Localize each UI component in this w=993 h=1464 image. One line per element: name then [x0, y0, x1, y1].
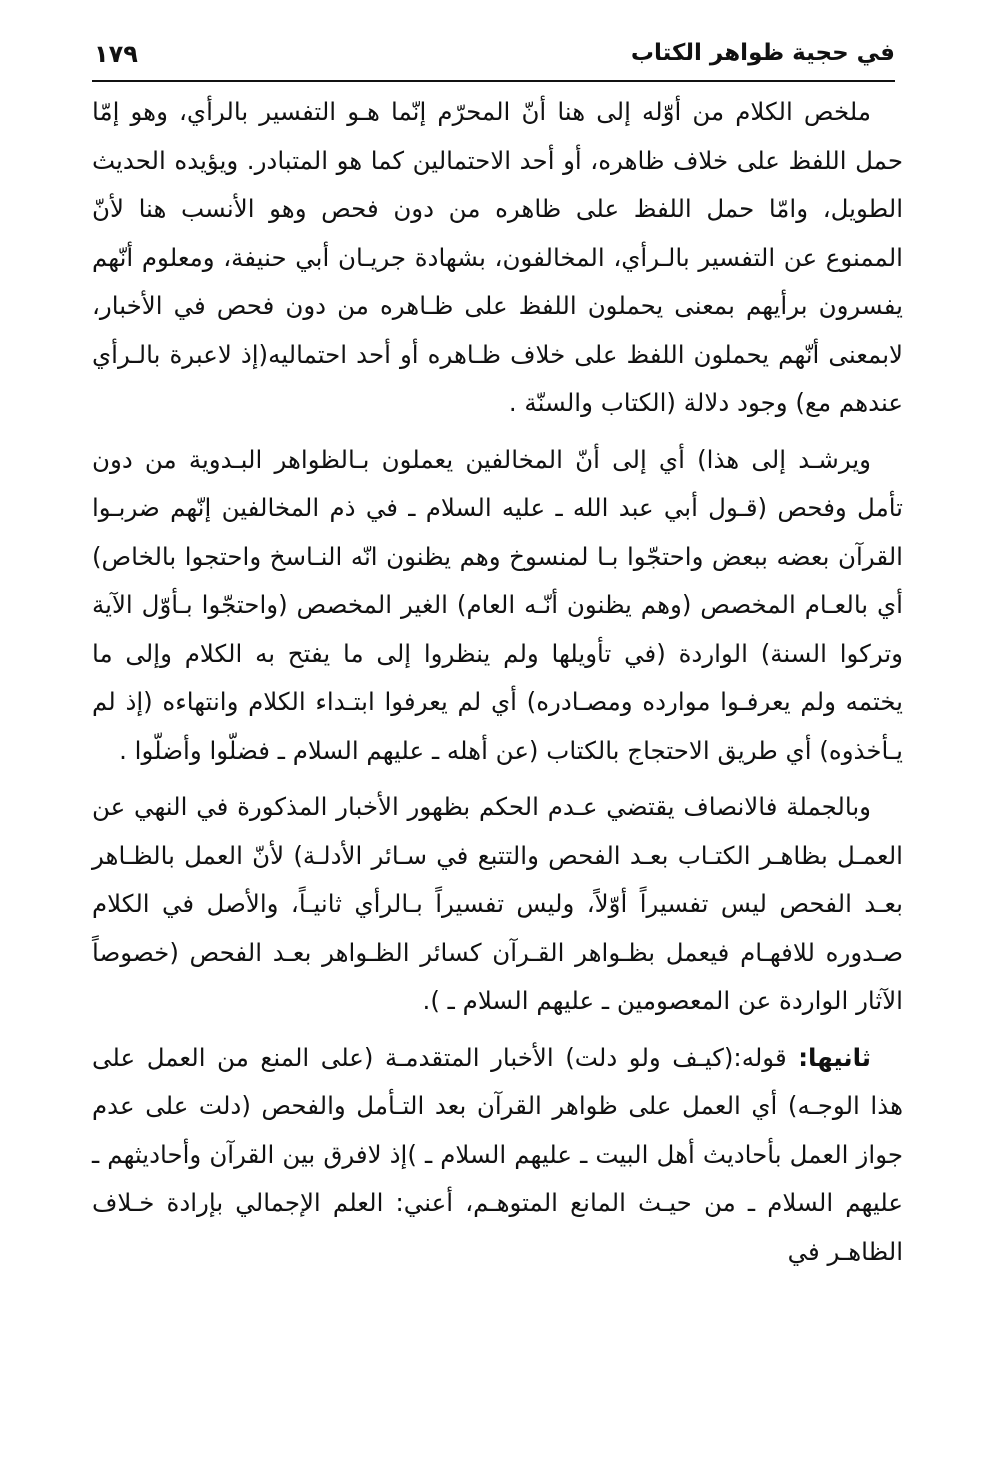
paragraph: [92, 1034, 903, 1277]
paragraph: ملخص الكلام من أوّله إلى هنا أنّ المحرّم إنّما هـو التفسير بالرأي، وهو إمّا حمل اللفظ على خلاف ظاهره، أو أحد الاحتمالين كما هو المتبادر. ويؤيده الحديث الطويل، وامّا حمل اللفظ على ظاهره من دون فحص وهو الأنسب هنا لأنّ الممنوع عن التفسير بالـرأي، المخالفون، بشهادة جريـان أبي حنيفة، ومعلوم أنّهم يفسرون برأيهم بمعنى يحملون اللفظ على ظـاهره من دون فحص في الأخبار، لابمعنى أنّهم يحملون اللفظ على خلاف ظـاهره أو أحد احتماليه(إذ لاعبرة بالـرأي عندهم مع) وجود دلالة (الكتاب والسنّة .: [92, 97, 903, 417]
paragraph-lead: ثانيها:: [798, 1042, 871, 1072]
paragraph-text: قوله:(كيـف ولو دلت) الأخبار المتقدمـة (على المنع من العمل على هذا الوجـه) أي العمل على ظواهر القرآن بعد التـأمل والفحص (دلت على عدم جواز العمل بأحاديث أهل البيت ـ عليهم السلام ـ )إذ لافرق بين القرآن وأحاديثهم ـ عليهم السلام ـ من حيـث المانع المتوهـم، أعني: العلم الإجمالي بإرادة خـلاف الظاهـر في: [92, 1042, 903, 1266]
page-number: ١٧٩: [94, 40, 138, 68]
paragraph: وبالجملة فالانصاف يقتضي عـدم الحكم بظهور الأخبار المذكورة في النهي عن العمـل بظاهـر الكتـاب بعـد الفحص والتتبع في سـائر الأدلـة) لأنّ العمل بالظـاهر بعـد الفحص ليس تفسيراً أوّلاً، وليس تفسيراً بـالرأي ثانيـاً، والأصل في الكلام صـدوره للافهـام فيعمل بظـواهر القـرآن كسائر الظـواهر بعـد الفحص (خصوصاً الآثار الواردة عن المعصومين ـ عليهم السلام ـ ).: [92, 792, 903, 1015]
header-title: في حجية ظواهر الكتاب: [630, 40, 895, 66]
paragraph: ويرشـد إلى هذا) أي إلى أنّ المخالفين يعملون بـالظواهر البـدوية من دون تأمل وفحص (قـول أبي عبد الله ـ عليه السلام ـ في ذم المخالفين إنّهم ضربـوا القرآن بعضه ببعض واحتجّوا بـا لمنسوخ وهم يظنون انّه النـاسخ واحتجوا بالخاص) أي بالعـام المخصص (وهم يظنون أنّـه العام) الغير المخصص (واحتجّوا بـأوّل الآية وتركوا السنة) الواردة (في تأويلها ولم ينظروا إلى ما يفتح به الكلام وإلى ما يختمه ولم يعرفـوا موارده ومصـادره) أي لم يعرفوا ابتـداء الكلام وانتهاءه (إذ لم يـأخذوه) أي طريق الاحتجاج بالكتاب (عن أهله ـ عليهم السلام ـ فضلّوا وأضلّوا .: [92, 444, 903, 765]
running-header: [92, 36, 895, 82]
body-text: [92, 88, 903, 1276]
